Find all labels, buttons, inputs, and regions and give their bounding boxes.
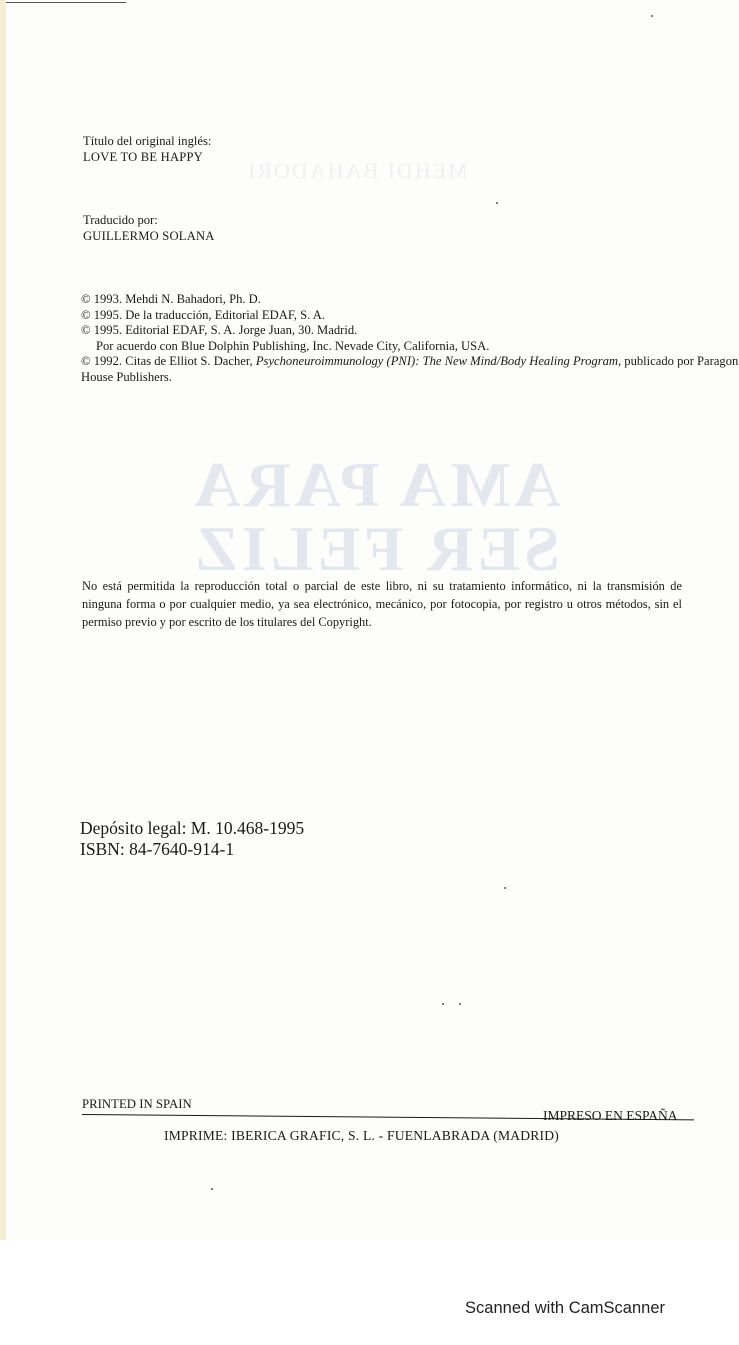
citation-work-title: Psychoneuroimmunology (PNI): The New Mind/Body Healing Program,	[255, 354, 622, 368]
citation-prefix: © 1992. Citas de Elliot S. Dacher,	[81, 354, 256, 368]
copyright-line: © 1993. Mehdi N. Bahadori, Ph. D.	[81, 292, 261, 306]
legal-notice: No está permitida la reproducción total o parcial de este libro, ni su tratamiento informático, ni la transmisión de ninguna forma o por cualquier medio, ya sea electrónico, mecánico, por fotocopia, por registro u otros métodos, sin el permiso previo y por escrito de los titulares del Copyright.	[82, 579, 682, 629]
deposito-legal: Depósito legal: M. 10.468-1995	[80, 818, 305, 838]
isbn: ISBN: 84-7640-914-1	[80, 839, 235, 859]
dust-speck	[442, 1003, 444, 1005]
dust-speck	[504, 887, 506, 889]
copyright-line: © 1995. De la traducción, Editorial EDAF, S. A.	[81, 307, 325, 322]
copyright-line: © 1995. Editorial EDAF, S. A. Jorge Juan, 30. Madrid.	[81, 323, 358, 337]
show-through-title-line1: AMA PARA	[190, 449, 561, 520]
original-title-value: LOVE TO BE HAPPY	[83, 149, 203, 164]
deposit-block	[80, 818, 304, 860]
printed-in-spain: PRINTED IN SPAIN	[82, 1097, 192, 1111]
dust-speck	[651, 15, 653, 17]
printer-info: IMPRIME: IBERICA GRAFIC, S. L. - FUENLABRADA (MADRID)	[164, 1128, 560, 1143]
dust-speck	[496, 202, 498, 204]
dust-speck	[459, 1003, 461, 1005]
translation-value: GUILLERMO SOLANA	[83, 228, 215, 243]
copyright-line: Por acuerdo con Blue Dolphin Publishing, Inc. Nevade City, California, USA.	[96, 338, 490, 353]
original-title-block	[83, 134, 211, 165]
citation-line	[81, 354, 739, 385]
scan-edge-line	[6, 2, 126, 3]
show-through-author: MEHDI BAHADORI	[246, 158, 468, 183]
impreso-en-espana: IMPRESO EN ESPAÑA	[543, 1108, 678, 1123]
scanner-watermark: Scanned with CamScanner	[465, 1299, 665, 1317]
original-title-label: Título del original inglés:	[83, 134, 212, 148]
citation-suffix: publicado por Paragon House Publishers.	[81, 354, 739, 384]
show-through-title-line2: SER FELIZ	[191, 513, 560, 584]
copyright-block	[81, 292, 739, 385]
translation-block	[83, 213, 215, 244]
translation-label: Traducido por:	[83, 213, 158, 227]
dust-speck	[211, 1188, 213, 1190]
